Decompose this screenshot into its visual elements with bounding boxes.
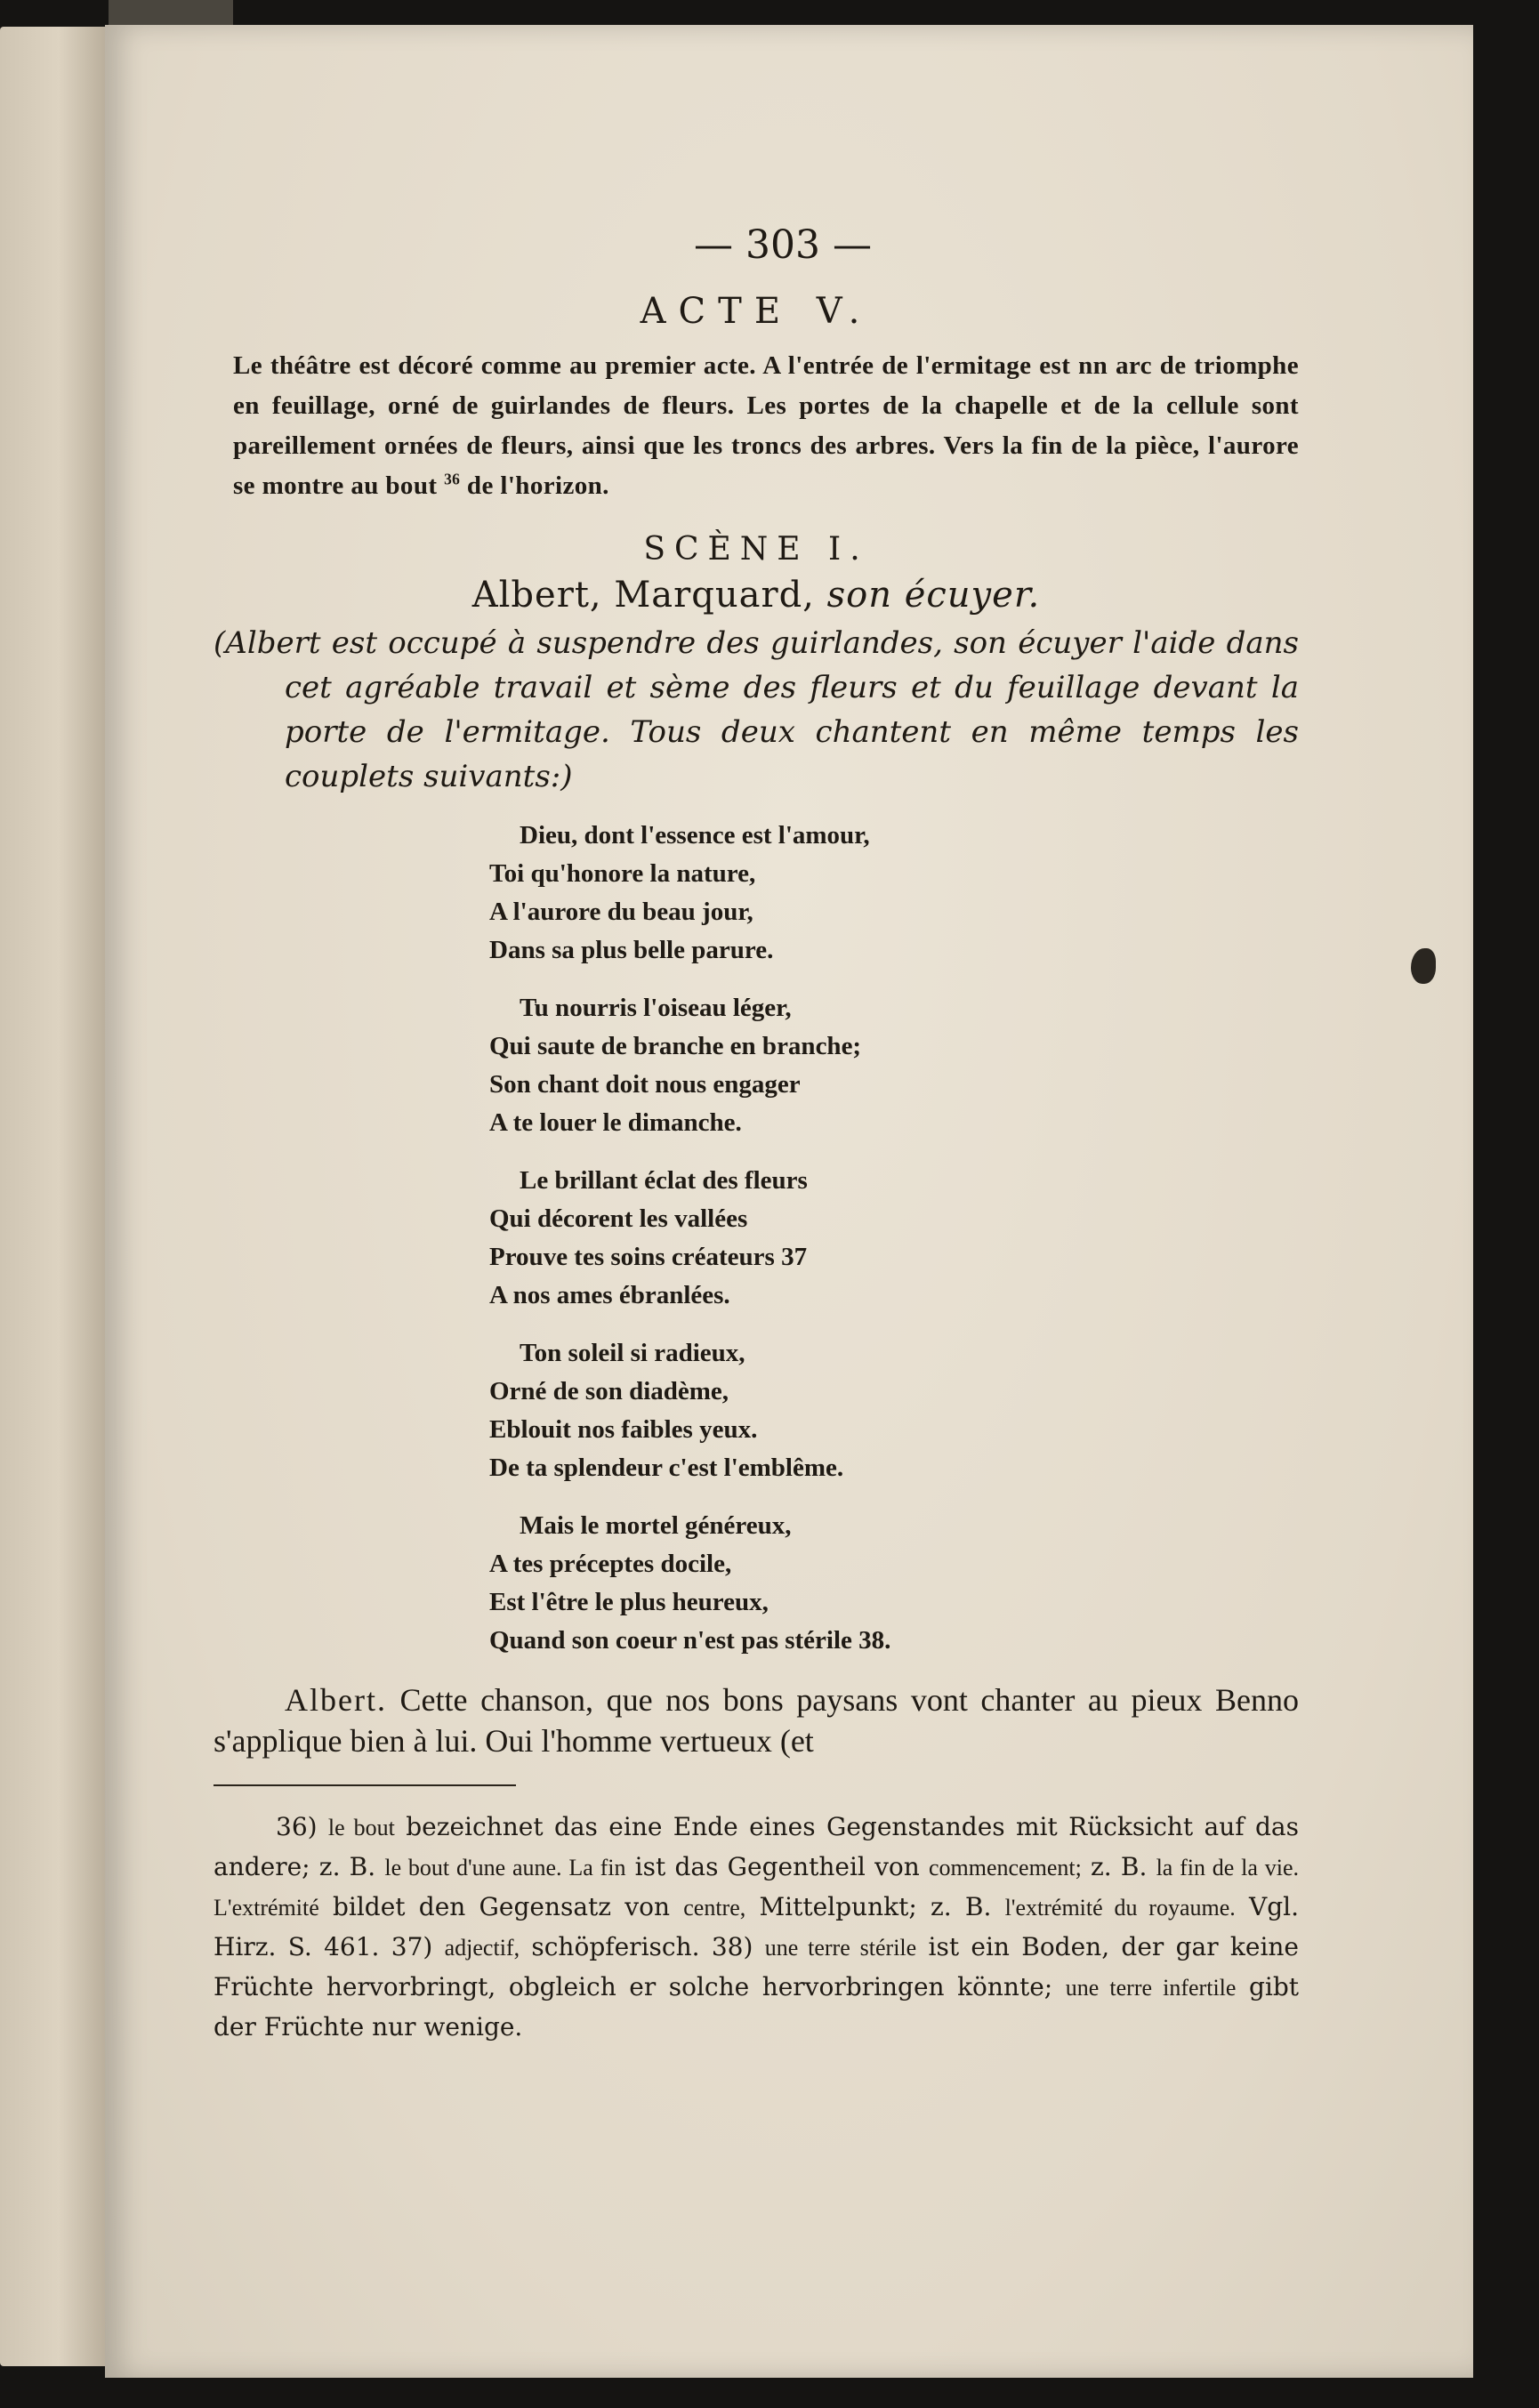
footnote-text: schöpferisch. 38) [520,1932,765,1961]
dialogue-paragraph [214,1679,1299,1761]
dialogue-text: Cette chanson, que nos bons paysans vont chanter au pieux Benno s'applique bien à lui. Oui l'homme vertueux (et [214,1682,1299,1759]
footnote-ref-36: 36 [444,470,461,488]
character-names: Albert, Marquard, [471,575,815,616]
verse-line: Dans sa plus belle parure. [489,936,774,964]
verse-line: A nos ames ébranlées. [489,1281,730,1309]
scene-title: SCÈNE I. [643,531,869,568]
verse-line: Tu nourris l'oiseau léger, [520,994,792,1022]
footnote-text: Mittelpunkt; z. B. [745,1892,1005,1921]
scene-direction: (Albert est occupé à suspendre des guirlandes, son écuyer l'aide dans cet agréable travail et sème des fleurs et du feuillage devant la porte de l'ermitage. Tous deux chantent en même temps les couplets suivants:) [214,625,1299,794]
footnote-french-term: adjectif, [444,1935,520,1961]
footnote-text: bildet den Gegensatz von [318,1892,684,1921]
stanza [489,1162,1299,1315]
footnote-french-term: centre, [683,1895,746,1921]
verse-line: Toi qu'honore la nature, [489,859,756,888]
verse-line: Qui décorent les vallées [489,1204,748,1233]
verse-line: Ton soleil si radieux, [520,1339,745,1367]
verse-line: Qui saute de branche en branche; [489,1032,862,1060]
act-title: ACTE V. [640,291,873,332]
footnote-text: gibt der Früchte nur wenige. [214,1972,1300,2042]
verse-line: Est l'être le plus heureux, [489,1588,769,1616]
footnote-french-term: commencement; [928,1855,1082,1880]
footnote-text: bezeichnet das eine Ende eines Gegenstandes mit Rücksicht auf das andere; z. B. [214,1812,1299,1881]
footnote-french-term: la fin de la vie. L'extrémité [214,1855,1299,1921]
verse-line: De ta splendeur c'est l'emblême. [489,1454,844,1482]
verse-line: Dieu, dont l'essence est l'amour, [520,821,870,850]
footnote-text: 36) [276,1812,328,1841]
stage-direction-tail: de l'horizon. [460,471,609,500]
stanza [489,989,1299,1142]
footnote-french-term: une terre stérile [764,1935,917,1961]
footnote-text: ist ein Boden, der gar keine Früchte hervorbringt, obgleich er solche hervorbringen könnte; [214,1932,1299,2001]
facing-page-edge [0,27,107,2366]
stanza [489,817,1299,970]
speaker-name: Albert. [285,1682,387,1718]
ink-blot [1411,948,1436,984]
scene-characters [214,575,1299,616]
verse-line: Orné de son diadème, [489,1377,729,1405]
character-role: son écuyer. [814,575,1041,616]
verse-line: A l'aurore du beau jour, [489,898,753,926]
footnote-text: z. B. [1081,1852,1156,1881]
footnote-french-term: une terre infertile [1065,1975,1237,2001]
stage-direction-text: Le théâtre est décoré comme au premier acte. A l'entrée de l'ermitage est nn arc de triomphe en feuillage, orné de guirlandes de fleurs. Les portes de la chapelle et de la cellule sont pareillement ornées de fleurs, ainsi que les troncs des arbres. Vers la fin de la pièce, l'aurore se montre au bout [233,351,1299,500]
footnote-text: Vgl. Hirz. S. 461. 37) [214,1892,1300,1961]
stanza [489,1507,1299,1660]
page-content [214,222,1299,2047]
verse-line: A te louer le dimanche. [489,1108,742,1137]
verse-line: Eblouit nos faibles yeux. [489,1415,758,1444]
verse-line: Son chant doit nous engager [489,1070,801,1099]
footnote-french-term: le bout [327,1815,395,1840]
footnote-divider [214,1784,516,1786]
verse-line: Prouve tes soins créateurs 37 [489,1243,808,1271]
footnotes [214,1808,1299,2047]
stanza [489,1334,1299,1487]
verse-line: Le brillant éclat des fleurs [520,1166,808,1195]
song-verses [489,817,1299,1660]
stage-direction [233,346,1299,506]
verse-line: A tes préceptes docile, [489,1550,732,1578]
footnote-text: ist das Gegentheil von [625,1852,929,1881]
verse-line: Mais le mortel généreux, [520,1511,792,1540]
footnote-french-term: l'extrémité du royaume. [1004,1895,1236,1921]
page-number: — 303 — [694,222,872,268]
verse-line: Quand son coeur n'est pas stérile 38. [489,1626,891,1655]
footnote-french-term: le bout d'une aune. La fin [384,1855,626,1880]
